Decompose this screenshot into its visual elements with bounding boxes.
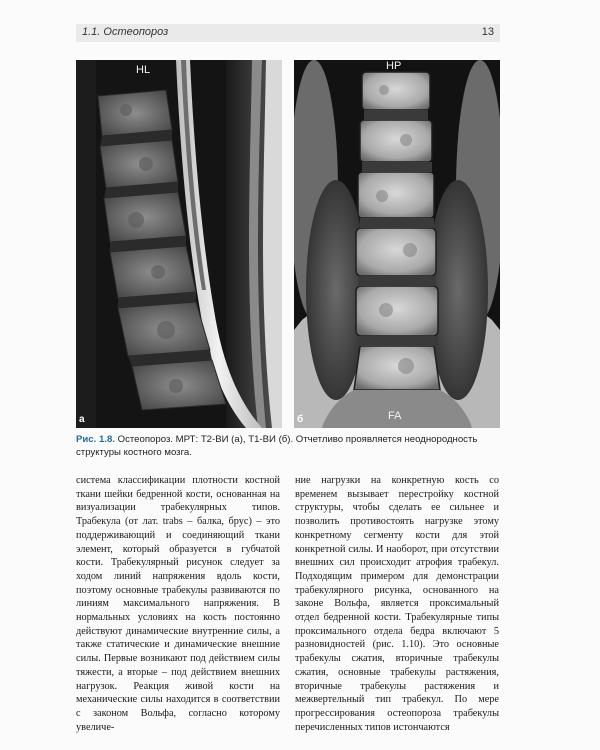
- marker-hp: HP: [386, 60, 402, 72]
- figure-label: Рис. 1.8.: [76, 434, 115, 445]
- figure-caption: [76, 433, 500, 459]
- mri-image-coronal: [294, 60, 500, 428]
- marker-hl: HL: [136, 64, 151, 76]
- body-text-left: система классификации плотности костной ткани шейки бедренной кости, основанная на визуализации трабекулярных типов. Трабекула (от лат. trabs – балка, брус) – это поддерживающий и соединяющий ткани элемент, который образуется в губчатой кости. Трабекулярный рисунок следует за ходом линий напряжения вдоль кости, поэтому основные трабекулы развиваются по линиям максимального напряжения. В нормальных условиях на кость постоянно действуют динамические внутренние силы, а также статические и динамические внешние силы. Первые возникают под действием силы тяжести, а вторые – под действием внешних нагрузок. Реакция живой кости на механические силы находится в соответствии с законом Вольфа, согласно которому увеличе-: [76, 475, 280, 733]
- running-header: [76, 24, 500, 42]
- mri-image-sagittal: [76, 60, 282, 428]
- panel-letter-b: б: [297, 414, 304, 425]
- body-column-left: [76, 474, 280, 734]
- body-text-right: ние нагрузки на конкретную кость со временем вызывает перестройку костной структуры, чтобы сделать ее сильнее и позволить противостоять нагрузке этому конкретному сегменту кости для этой конкретной силы. И наоборот, при отсутствии внешних сил происходит атрофия трабекул. Подходящим примером для демонстрации трабекулярного рисунка, основанного на законе Вольфа, является проксимальный отдел бедренной кости. Трабекулярные типы проксимального отдела бедра включают 5 разновидностей (рис. 1.10). Это основные трабекулы сжатия, вторичные трабекулы сжатия, основные трабекулы растяжения, вторичные трабекулы растяжения и межвертельный тип трабекул. По мере прогрессирования остеопороза трабекулы перечисленных типов истончаются: [295, 475, 499, 733]
- panel-letter-a: а: [79, 414, 85, 425]
- caption-text: Остеопороз. МРТ: Т2-ВИ (а), Т1-ВИ (б). Отчетливо проявляется неоднородность структуры костного мозга.: [76, 434, 478, 458]
- marker-fa: FA: [388, 410, 402, 422]
- section-title: 1.1. Остеопороз: [82, 26, 169, 38]
- page-number: 13: [481, 26, 494, 38]
- body-column-right: [295, 474, 499, 734]
